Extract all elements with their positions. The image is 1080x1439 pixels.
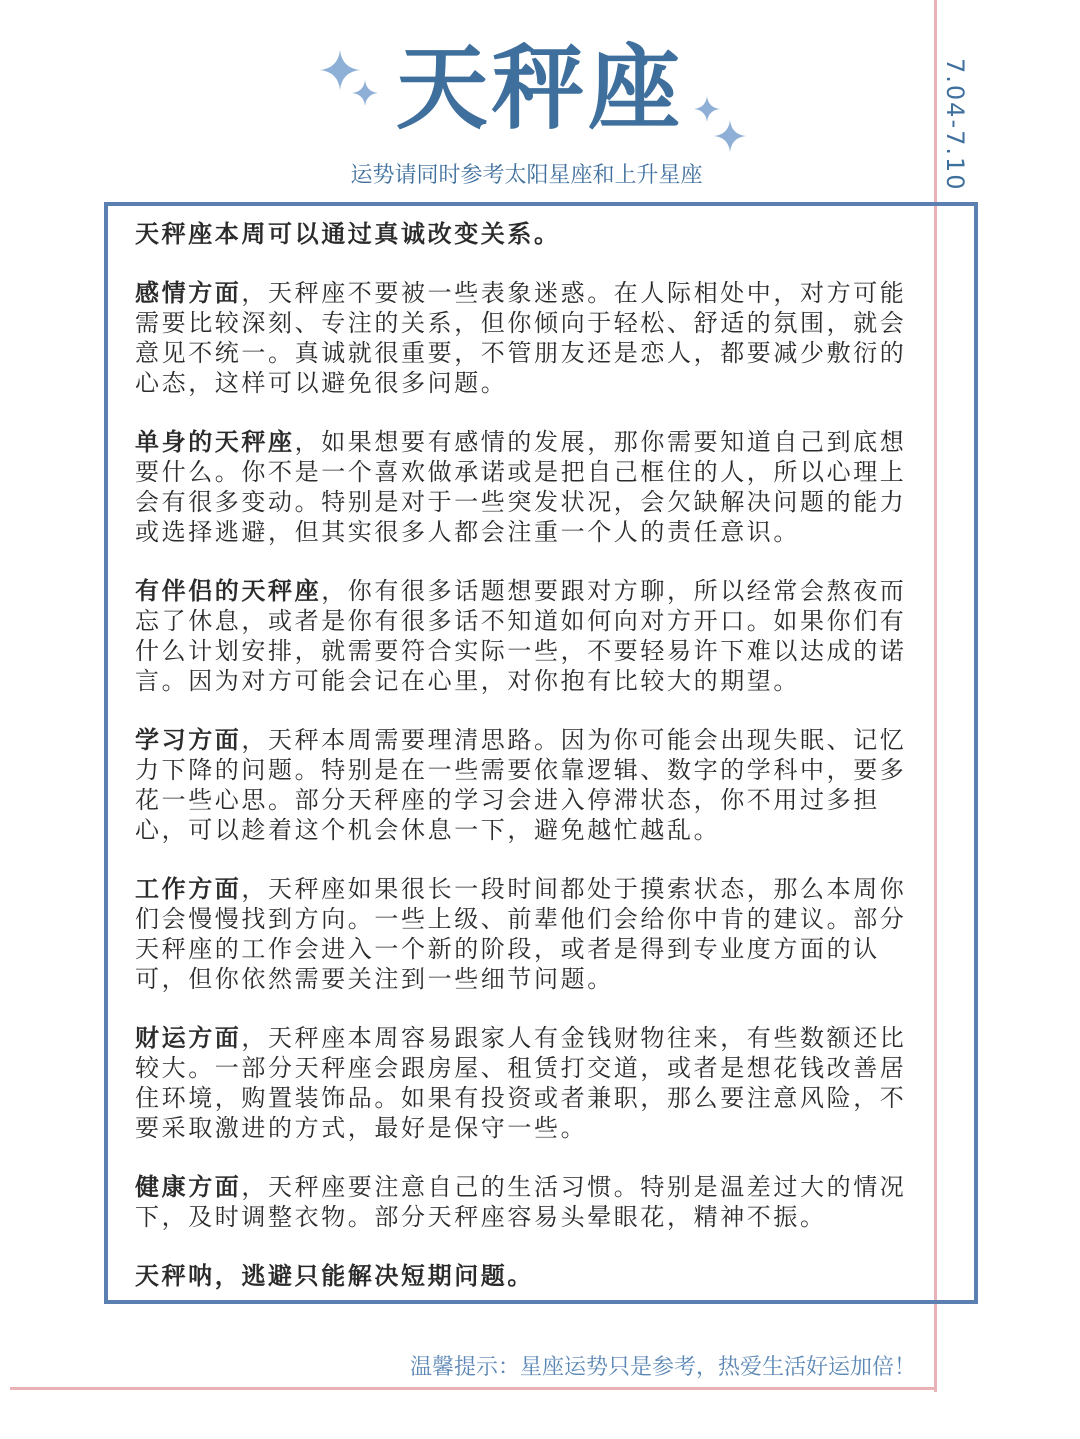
section-label: 有伴侣的天秤座 xyxy=(135,577,322,605)
section-text: ，天秤座如果很长一段时间都处于摸索状态，那么本周你们会慢慢找到方向。一些上级、前辈他们会给你中肯的建议。部分天秤座的工作会进入一个新的阶段，或者是得到专业度方面的认可，但你依然需要关注到一些细节问题。 xyxy=(135,875,907,993)
section-label: 感情方面 xyxy=(135,279,242,307)
section-text: ，天秤本周需要理清思路。因为你可能会出现失眠、记忆力下降的问题。特别是在一些需要依靠逻辑、数字的学科中，要多花一些心思。部分天秤座的学习会进入停滞状态，你不用过多担心，可以趁着这个机会休息一下，避免越忙越乱。 xyxy=(135,726,907,844)
section-label: 健康方面 xyxy=(135,1173,242,1201)
section-label: 财运方面 xyxy=(135,1024,242,1052)
closing: 天秤呐，逃避只能解决短期问题。 xyxy=(135,1262,534,1290)
section-wealth xyxy=(135,1023,915,1143)
section-study xyxy=(135,725,915,845)
page-title: 天秤座 xyxy=(395,35,684,142)
section-text: ，你有很多话题想要跟对方聊，所以经常会熬夜而忘了休息，或者是你有很多话不知道如何向对方开口。如果你们有什么计划安排，就需要符合实际一些，不要轻易许下难以达成的诺言。因为对方可能会记在心里，对你抱有比较大的期望。 xyxy=(135,577,907,695)
section-partner xyxy=(135,576,915,696)
section-text: ，天秤座要注意自己的生活习惯。特别是温差过大的情况下，及时调整衣物。部分天秤座容易头晕眼花，精神不振。 xyxy=(135,1173,907,1231)
section-love xyxy=(135,278,915,398)
headline: 天秤座本周可以通过真诚改变关系。 xyxy=(135,220,561,248)
date-range: 7.04-7.10 xyxy=(941,58,969,192)
section-text: ，天秤座不要被一些表象迷惑。在人际相处中，对方可能需要比较深刻、专注的关系，但你倾向于轻松、舒适的氛围，就会意见不统一。真诚就很重要，不管朋友还是恋人，都要减少敷衍的心态，这样可以避免很多问题。 xyxy=(135,279,907,397)
section-single xyxy=(135,427,915,547)
horoscope-content xyxy=(135,219,915,1320)
section-label: 单身的天秤座 xyxy=(135,428,295,456)
section-work xyxy=(135,874,915,994)
section-health xyxy=(135,1172,915,1232)
section-text: ，天秤座本周容易跟家人有金钱财物往来，有些数额还比较大。一部分天秤座会跟房屋、租赁打交道，或者是想花钱改善居住环境，购置装饰品。如果有投资或者兼职，那么要注意风险，不要采取激进的方式，最好是保守一些。 xyxy=(135,1024,907,1142)
section-text: ，如果想要有感情的发展，那你需要知道自己到底想要什么。你不是一个喜欢做承诺或是把自己框住的人，所以心理上会有很多变动。特别是对于一些突发状况，会欠缺解决问题的能力或选择逃避，但其实很多人都会注重一个人的责任意识。 xyxy=(135,428,907,546)
footer-tip: 温馨提示：星座运势只是参考，热爱生活好运加倍！ xyxy=(409,1355,916,1380)
section-label: 工作方面 xyxy=(135,875,242,903)
section-label: 学习方面 xyxy=(135,726,242,754)
pink-horizontal-rule xyxy=(10,1387,937,1390)
subtitle: 运势请同时参考太阳星座和上升星座 xyxy=(350,163,703,188)
